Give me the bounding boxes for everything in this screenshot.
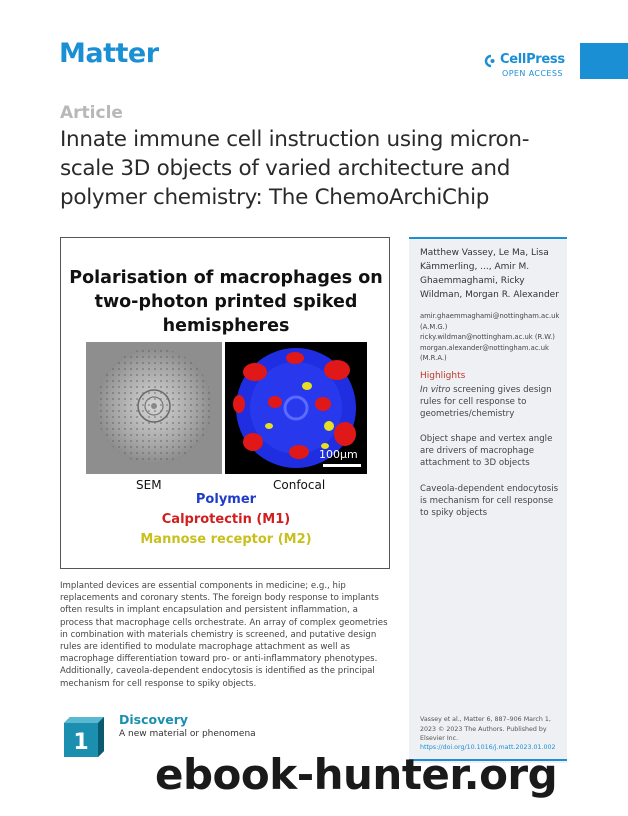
confocal-label: Confocal bbox=[273, 478, 326, 492]
author-list: Matthew Vassey, Le Ma, Lisa Kämmerling, ..., Amir M. Ghaemmaghami, Ricky Wildman, Morgan R. Alexander bbox=[420, 248, 559, 300]
legend-calprotectin: Calprotectin (M1) bbox=[161, 512, 291, 527]
open-access-label: OPEN ACCESS bbox=[502, 69, 563, 78]
highlight-text: Caveola-dependent endocytosis is mechanism for cell response to spiky objects bbox=[420, 484, 559, 518]
citation: Vassey et al., Matter 6, 887–906 March 1, 2023 © 2023 The Authors. Published by Elsevier Inc. bbox=[420, 716, 551, 742]
badge-number: 1 bbox=[73, 730, 89, 755]
journal-name: Matter bbox=[59, 38, 159, 69]
highlight-item bbox=[420, 384, 560, 420]
highlight-text: Object shape and vertex angle are drivers of macrophage attachment to 3D objects bbox=[420, 434, 553, 468]
legend-mannose-receptor: Mannose receptor (M2) bbox=[140, 532, 312, 547]
graphical-abstract-title: Polarisation of macrophages on two-photon printed spiked hemispheres bbox=[69, 268, 383, 336]
correspondence-emails bbox=[420, 311, 562, 364]
summary-text: Implanted devices are essential components in medicine; e.g., hip replacements and coronary stents. The foreign body response to implants often results in implant encapsulation and persistent inflammation, a process that macrophage cells orchestrate. An array of complex geometries in combination with materials chemistry is screened, and putative design rules are identified to modulate macrophage attachment as well as macrophage differentiation toward pro- or anti-inflammatory phenotypes. Additionally, caveola-dependent endocytosis is identified as the principal mechanism for cell response to spiky objects. bbox=[60, 581, 388, 689]
email-line: (A.M.G.) bbox=[420, 322, 448, 331]
article-type-label: Article bbox=[60, 103, 123, 123]
legend-polymer: Polymer bbox=[195, 492, 257, 507]
scale-bar-label: 100µm bbox=[319, 448, 358, 461]
sem-image bbox=[86, 342, 222, 474]
email-line[interactable]: morgan.alexander@nottingham.ac.uk bbox=[420, 343, 549, 352]
sem-label: SEM bbox=[136, 478, 162, 492]
highlight-item bbox=[420, 433, 560, 469]
email-line: (M.R.A.) bbox=[420, 354, 447, 362]
highlight-text: screening gives design rules for cell response to geometries/chemistry bbox=[420, 385, 552, 419]
email-line[interactable]: amir.ghaemmaghami@nottingham.ac.uk bbox=[420, 312, 560, 320]
doi-link[interactable]: https://doi.org/10.1016/j.matt.2023.01.002 bbox=[420, 744, 556, 751]
discovery-title: Discovery bbox=[119, 712, 189, 727]
highlight-italic: In vitro bbox=[420, 385, 451, 395]
graphical-abstract bbox=[60, 237, 390, 569]
highlight-item bbox=[420, 483, 560, 519]
watermark: ebook-hunter.org bbox=[155, 750, 558, 799]
cellpress-logo-icon bbox=[482, 54, 496, 68]
discovery-subtitle: A new material or phenomena bbox=[119, 729, 256, 739]
email-line[interactable]: ricky.wildman@nottingham.ac.uk (R.W.) bbox=[420, 333, 555, 341]
highlights-heading: Highlights bbox=[420, 371, 466, 381]
scale-bar bbox=[323, 464, 361, 467]
article-title: Innate immune cell instruction using micron-scale 3D objects of varied architecture and polymer chemistry: The ChemoArchiChip bbox=[60, 127, 530, 210]
discovery-badge-icon bbox=[60, 713, 108, 761]
publisher-name: CellPress bbox=[500, 52, 565, 67]
header-accent-block bbox=[580, 43, 628, 79]
